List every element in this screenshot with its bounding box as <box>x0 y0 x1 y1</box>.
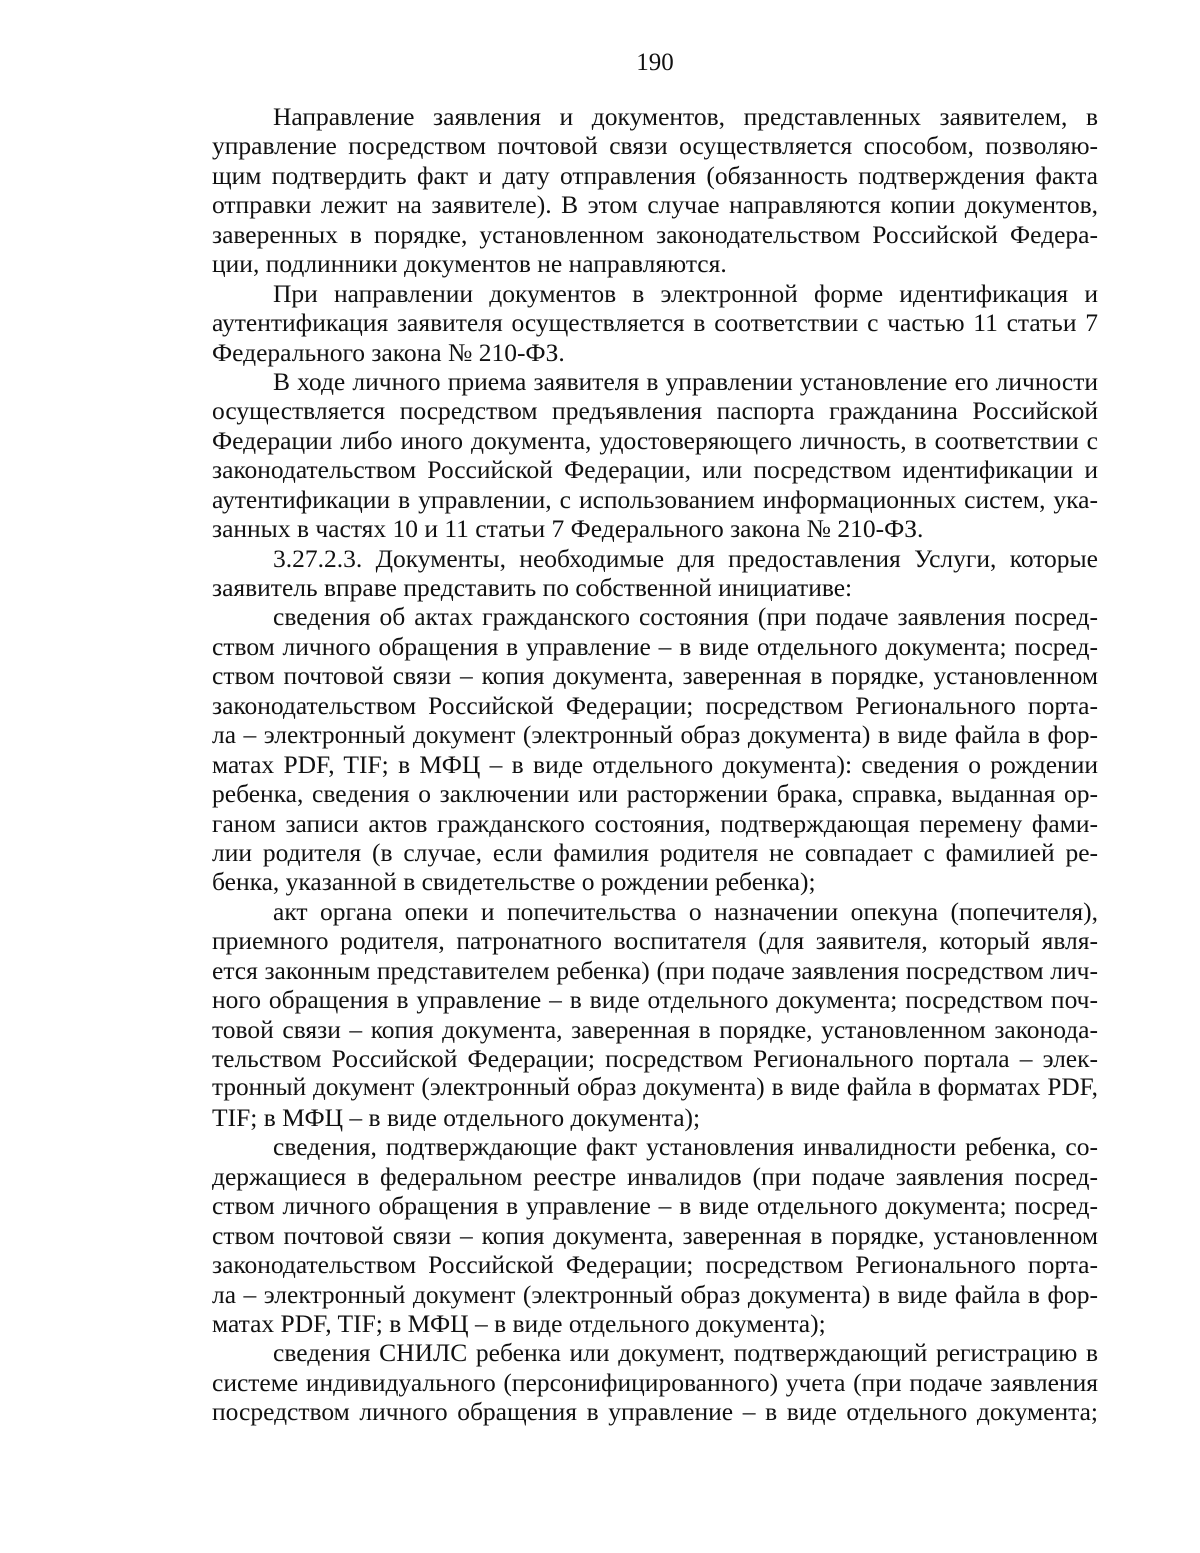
text-line: ного обращения в управление – в виде отдельного документа; посредством поч- <box>212 985 1098 1015</box>
text-line: держащиеся в федеральном реестре инвалидов (при подаче заявления посред- <box>212 1161 1098 1191</box>
text-line: ла – электронный документ (электронный образ документа) в виде файла в фор- <box>212 1279 1098 1309</box>
text-line: занных в частях 10 и 11 статьи 7 Федерального закона № 210-ФЗ. <box>212 514 924 544</box>
text-line: ла – электронный документ (электронный образ документа) в виде файла в фор- <box>212 720 1098 750</box>
text-line: ребенка, сведения о заключении или расторжении брака, справка, выданная ор- <box>212 779 1098 809</box>
text-line: ством почтовой связи – копия документа, заверенная в порядке, установленном <box>212 661 1098 691</box>
text-line: ством личного обращения в управление – в виде отдельного документа; посред- <box>212 631 1098 661</box>
text-line: тельством Российской Федерации; посредством Регионального портала – элек- <box>212 1044 1098 1073</box>
text-line: Федерации либо иного документа, удостоверяющего личность, в соответствии с <box>212 425 1098 455</box>
paragraph-first-line: сведения СНИЛС ребенка или документ, подтверждающий регистрацию в <box>273 1338 1098 1368</box>
text-line: законодательством Российской Федерации; посредством Регионального порта- <box>212 690 1098 720</box>
text-line: Федерального закона № 210-ФЗ. <box>212 337 565 367</box>
text-line: ством почтовой связи – копия документа, заверенная в порядке, установленном <box>212 1220 1098 1250</box>
text-line: посредством личного обращения в управление – в виде отдельного документа; <box>212 1397 1098 1427</box>
paragraph-first-line: Направление заявления и документов, представленных заявителем, в <box>273 102 1098 131</box>
text-line: ством личного обращения в управление – в виде отдельного документа; посред- <box>212 1191 1098 1221</box>
text-line: законодательством Российской Федерации, или посредством идентификации и <box>212 455 1098 485</box>
paragraph-first-line: При направлении документов в электронной форме идентификация и <box>273 278 1098 308</box>
text-line: TIF; в МФЦ – в виде отдельного документа); <box>212 1102 701 1132</box>
text-line: бенка, указанной в свидетельстве о рождении ребенка); <box>212 867 816 897</box>
text-line: лии родителя (в случае, если фамилия родителя не совпадает с фамилией ре- <box>212 837 1098 867</box>
paragraph-first-line: В ходе личного приема заявителя в управлении установление его личности <box>273 366 1098 396</box>
text-line: аутентификации в управлении, с использованием информационных систем, ука- <box>212 484 1098 514</box>
text-line: ции, подлинники документов не направляются. <box>212 249 727 279</box>
text-line: законодательством Российской Федерации; посредством Регионального порта- <box>212 1250 1098 1280</box>
text-line: товой связи – копия документа, заверенная в порядке, установленном законода- <box>212 1014 1098 1044</box>
paragraph-first-line: акт органа опеки и попечительства о назначении опекуна (попечителя), <box>273 896 1098 926</box>
text-line: тронный документ (электронный образ документа) в виде файла в форматах PDF, <box>212 1073 1098 1102</box>
text-line: аутентификация заявителя осуществляется в соответствии с частью 11 статьи 7 <box>212 308 1098 338</box>
text-line: матах PDF, TIF; в МФЦ – в виде отдельного документа); <box>212 1308 826 1338</box>
document-body <box>212 102 1098 1427</box>
text-line: заверенных в порядке, установленном законодательством Российской Федера- <box>212 219 1098 249</box>
text-line: отправки лежит на заявителе). В этом случае направляются копии документов, <box>212 190 1098 220</box>
text-line: щим подтвердить факт и дату отправления (обязанность подтверждения факта <box>212 160 1098 190</box>
text-line: системе индивидуального (персонифицированного) учета (при подаче заявления <box>212 1367 1098 1397</box>
text-line: осуществляется посредством предъявления паспорта гражданина Российской <box>212 396 1098 426</box>
page-number: 190 <box>636 49 674 76</box>
text-line: ется законным представителем ребенка) (при подаче заявления посредством лич- <box>212 955 1098 985</box>
paragraph-first-line: сведения, подтверждающие факт установления инвалидности ребенка, со- <box>273 1132 1098 1162</box>
text-line: управление посредством почтовой связи осуществляется способом, позволяю- <box>212 131 1098 161</box>
paragraph-first-line: сведения об актах гражданского состояния (при подаче заявления посред- <box>273 602 1098 632</box>
paragraph-first-line: 3.27.2.3. Документы, необходимые для предоставления Услуги, которые <box>273 543 1098 573</box>
text-line: заявитель вправе представить по собственной инициативе: <box>212 573 853 602</box>
text-line: ганом записи актов гражданского состояния, подтверждающая перемену фами- <box>212 808 1098 838</box>
text-line: приемного родителя, патронатного воспитателя (для заявителя, который явля- <box>212 926 1098 956</box>
text-line: матах PDF, TIF; в МФЦ – в виде отдельного документа): сведения о рождении <box>212 749 1098 779</box>
